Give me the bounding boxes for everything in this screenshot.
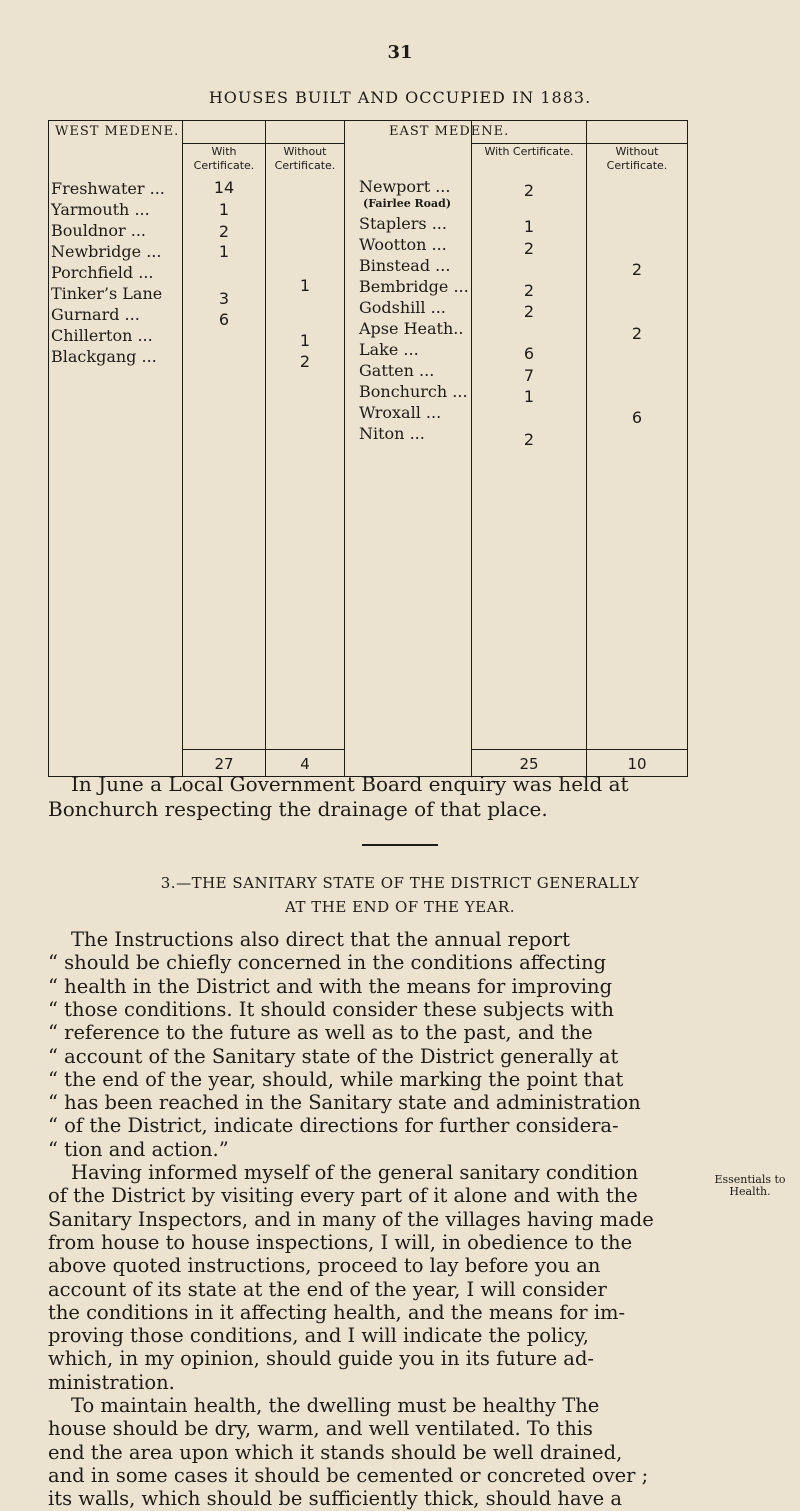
- west-place-name: Bouldnor ...: [51, 221, 146, 240]
- east-without-value: 2: [631, 260, 643, 279]
- west-without-total: 4: [300, 755, 310, 773]
- margin-note: Essentials to Health.: [714, 1173, 786, 1198]
- west-without-value: 1: [299, 276, 311, 295]
- paragraph-line: “ tion and action.”: [48, 1138, 229, 1161]
- paragraph-line: Sanitary Inspectors, and in many of the villages having made: [48, 1208, 654, 1231]
- paragraph-line: the conditions in it affecting health, and the means for im-: [48, 1301, 626, 1324]
- west-with-value: 14: [213, 178, 235, 197]
- east-place-name: Staplers ...: [359, 214, 447, 233]
- paragraph-line: above quoted instructions, proceed to lay before you an: [48, 1254, 601, 1277]
- west-with-value: 2: [218, 222, 230, 241]
- east-place-name: Apse Heath..: [359, 319, 464, 338]
- east-without-total: 10: [627, 755, 647, 773]
- east-place-name: Bembridge ...: [359, 277, 469, 296]
- west-place-name: Tinker’s Lane: [51, 284, 163, 303]
- houses-table: [48, 120, 688, 777]
- paragraph-line: from house to house inspections, I will, in obedience to the: [48, 1231, 633, 1254]
- east-with-value: 2: [523, 181, 535, 200]
- table-divider: [471, 121, 472, 776]
- west-with-total: 27: [214, 755, 234, 773]
- paragraph-line: “ the end of the year, should, while marking the point that: [48, 1068, 624, 1091]
- paragraph-line: proving those conditions, and I will indicate the policy,: [48, 1324, 590, 1347]
- east-with-value: 7: [523, 366, 535, 385]
- east-with-value: 1: [523, 387, 535, 406]
- east-place-name: Wroxall ...: [359, 403, 442, 422]
- east-without-value: 6: [631, 408, 643, 427]
- page-number: 31: [387, 42, 413, 63]
- west-place-name: Newbridge ...: [51, 242, 162, 261]
- east-with-value: 2: [523, 239, 535, 258]
- east-with-total: 25: [519, 755, 539, 773]
- paragraph-line: ministration.: [48, 1371, 175, 1394]
- section-heading: 3.—THE SANITARY STATE OF THE DISTRICT GENERALLY: [160, 874, 640, 892]
- west-with-value: 1: [218, 242, 230, 261]
- paragraph-line: Bonchurch respecting the drainage of that place.: [48, 797, 548, 821]
- table-divider: [586, 121, 587, 776]
- table-divider: [265, 121, 266, 776]
- west-place-name: Porchfield ...: [51, 263, 154, 282]
- east-with-value: 2: [523, 281, 535, 300]
- paragraph-line: Having informed myself of the general sanitary condition: [71, 1161, 639, 1184]
- paragraph-line: of the District by visiting every part of it alone and with the: [48, 1184, 638, 1207]
- east-medene-heading: EAST MEDENE.: [389, 124, 510, 139]
- west-without-value: 1: [299, 331, 311, 350]
- paragraph-line: In June a Local Government Board enquiry was held at: [71, 772, 629, 796]
- west-with-value: 3: [218, 289, 230, 308]
- east-with-value: 1: [523, 217, 535, 236]
- paragraph-line: end the area upon which it stands should be well drained,: [48, 1441, 623, 1464]
- paragraph-line: “ has been reached in the Sanitary state and administration: [48, 1091, 641, 1114]
- paragraph-line: “ those conditions. It should consider these subjects with: [48, 998, 614, 1021]
- east-place-name: Binstead ...: [359, 256, 451, 275]
- east-without-certificate-header: Without Certificate.: [606, 145, 668, 172]
- west-without-value: 2: [299, 352, 311, 371]
- west-place-name: Yarmouth ...: [51, 200, 150, 219]
- paragraph-line: The Instructions also direct that the annual report: [71, 928, 570, 951]
- east-place-name: Gatten ...: [359, 361, 435, 380]
- west-place-name: Freshwater ...: [51, 179, 165, 198]
- table-divider: [182, 143, 344, 144]
- east-place-name: Lake ...: [359, 340, 419, 359]
- east-with-value: 2: [523, 302, 535, 321]
- east-with-value: 6: [523, 344, 535, 363]
- west-without-certificate-header: Without Certificate.: [274, 145, 336, 172]
- table-divider: [471, 749, 687, 750]
- paragraph-line: house should be dry, warm, and well ventilated. To this: [48, 1417, 593, 1440]
- paragraph-line: its walls, which should be sufficiently thick, should have a: [48, 1487, 622, 1510]
- table-divider: [182, 749, 344, 750]
- paragraph-line: “ of the District, indicate directions for further considera-: [48, 1114, 619, 1137]
- table-divider: [344, 121, 345, 776]
- east-with-certificate-header: With Certificate.: [484, 145, 574, 158]
- table-divider: [182, 121, 183, 776]
- east-place-name: Niton ...: [359, 424, 425, 443]
- west-with-value: 6: [218, 310, 230, 329]
- table-divider: [471, 143, 687, 144]
- paragraph-line: “ account of the Sanitary state of the District generally at: [48, 1045, 619, 1068]
- east-without-value: 2: [631, 324, 643, 343]
- paragraph-line: account of its state at the end of the year, I will consider: [48, 1278, 607, 1301]
- east-place-name: Wootton ...: [359, 235, 447, 254]
- section-heading: AT THE END OF THE YEAR.: [285, 898, 515, 916]
- paragraph-line: “ reference to the future as well as to the past, and the: [48, 1021, 593, 1044]
- paragraph-line: which, in my opinion, should guide you in its future ad-: [48, 1347, 595, 1370]
- west-place-name: Chillerton ...: [51, 326, 153, 345]
- west-with-value: 1: [218, 200, 230, 219]
- paragraph-line: and in some cases it should be cemented or concreted over ;: [48, 1464, 649, 1487]
- west-place-name: Blackgang ...: [51, 347, 157, 366]
- paragraph-line: To maintain health, the dwelling must be healthy The: [71, 1394, 600, 1417]
- section-divider: [362, 844, 438, 846]
- west-with-certificate-header: With Certificate.: [193, 145, 255, 172]
- east-with-value: 2: [523, 430, 535, 449]
- paragraph-line: “ health in the District and with the means for improving: [48, 975, 613, 998]
- paragraph-line: “ should be chiefly concerned in the conditions affecting: [48, 951, 607, 974]
- table-title: HOUSES BUILT AND OCCUPIED IN 1883.: [208, 88, 592, 107]
- west-place-name: Gurnard ...: [51, 305, 140, 324]
- east-place-subname: (Fairlee Road): [363, 197, 452, 210]
- east-place-name: Godshill ...: [359, 298, 446, 317]
- west-medene-heading: WEST MEDENE.: [55, 124, 180, 139]
- east-place-name: Newport ...: [359, 177, 451, 196]
- east-place-name: Bonchurch ...: [359, 382, 468, 401]
